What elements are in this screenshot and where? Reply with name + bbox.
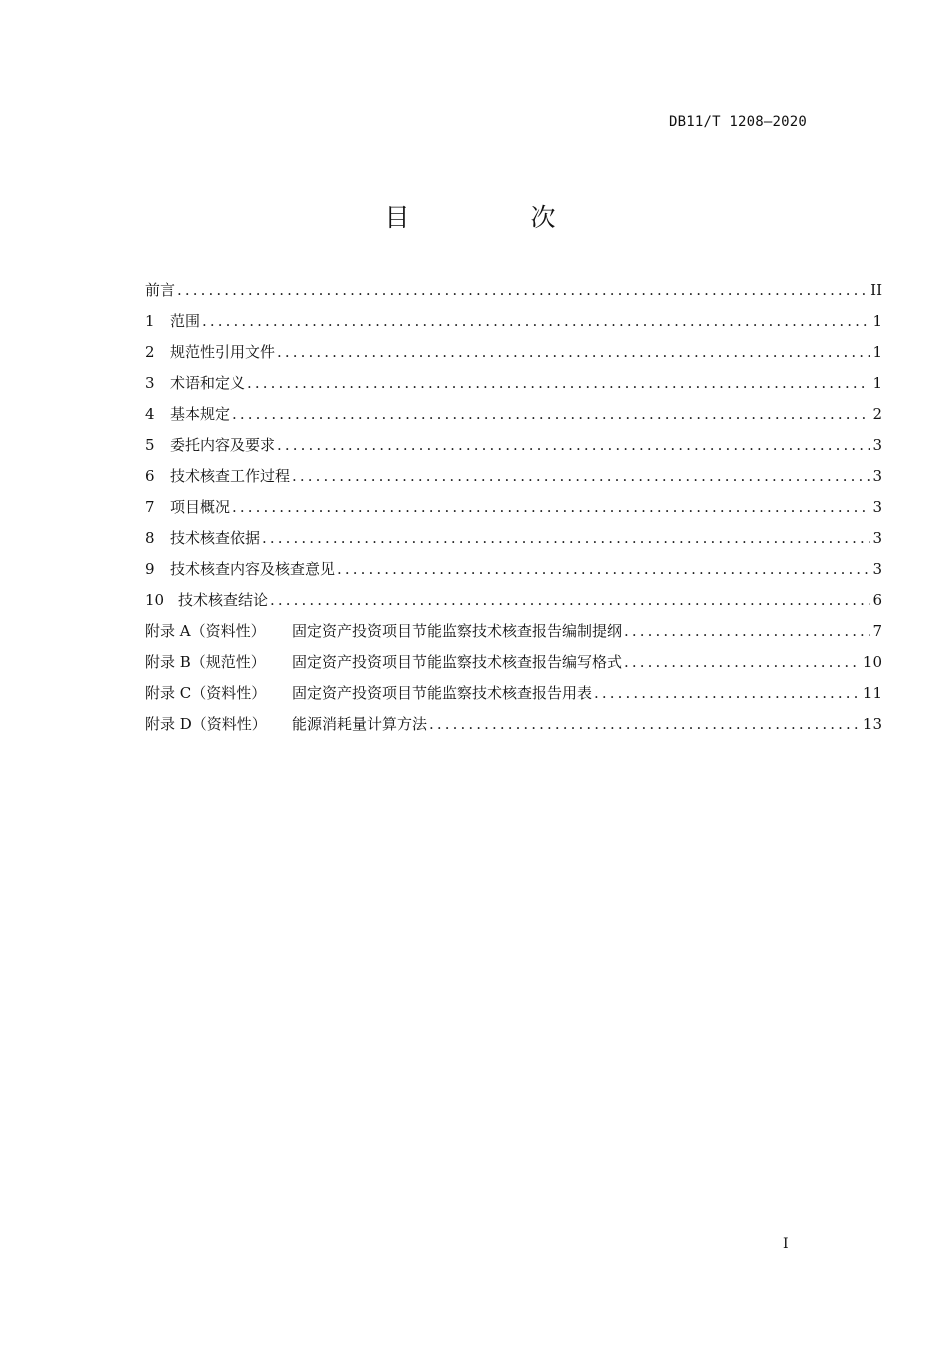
toc-entry[interactable] xyxy=(145,372,882,403)
toc-entry-page: 3 xyxy=(872,498,882,516)
toc-entry-label: 前言 xyxy=(145,281,176,299)
toc-entry-label: 委托内容及要求 xyxy=(170,436,276,454)
toc-entry-page: II xyxy=(870,281,882,299)
toc-entry-leader-dots xyxy=(292,465,870,487)
toc-entry-number: 8 xyxy=(145,529,155,547)
toc-entry-page: 13 xyxy=(862,715,882,733)
toc-entry-leader-dots xyxy=(232,496,870,518)
toc-entry-number: 10 xyxy=(145,591,165,609)
toc-entry-leader-dots xyxy=(202,310,870,332)
toc-entry-label: 固定资产投资项目节能监察技术核查报告编制提纲 xyxy=(292,622,623,640)
toc-entry-leader-dots xyxy=(232,403,870,425)
toc-entry-page: 3 xyxy=(872,436,882,454)
toc-entry-label: 固定资产投资项目节能监察技术核查报告编写格式 xyxy=(292,653,623,671)
toc-entry[interactable] xyxy=(145,527,882,558)
toc-title: 目 次 xyxy=(384,203,604,232)
toc-entry-page: 3 xyxy=(872,467,882,485)
toc-entry[interactable] xyxy=(145,341,882,372)
toc-entry-page: 3 xyxy=(872,560,882,578)
toc-entry-label: 项目概况 xyxy=(170,498,231,516)
toc-entry-label: 固定资产投资项目节能监察技术核查报告用表 xyxy=(292,684,593,702)
toc-entry-leader-dots xyxy=(247,372,870,394)
toc-entry-leader-dots xyxy=(624,620,870,642)
toc-entry-page: 6 xyxy=(872,591,882,609)
toc-entry[interactable] xyxy=(145,279,882,310)
toc-entry-leader-dots xyxy=(429,713,861,735)
toc-entry[interactable] xyxy=(145,434,882,465)
toc-entry-label: 术语和定义 xyxy=(170,374,246,392)
toc-entry-label: 技术核查工作过程 xyxy=(170,467,291,485)
toc-entry-label: 基本规定 xyxy=(170,405,231,423)
toc-entry-leader-dots xyxy=(277,341,870,363)
toc-entry-leader-dots xyxy=(177,279,868,301)
toc-entry[interactable] xyxy=(145,496,882,527)
toc-entry-number: 5 xyxy=(145,436,155,454)
toc-entry-page: 1 xyxy=(872,343,882,361)
toc-entry-page: 10 xyxy=(862,653,882,671)
toc-entry-leader-dots xyxy=(624,651,861,673)
toc-entry[interactable] xyxy=(145,620,882,651)
toc-entry[interactable] xyxy=(145,465,882,496)
toc-entry-label: 能源消耗量计算方法 xyxy=(292,715,428,733)
toc-entry-label: 技术核查内容及核查意见 xyxy=(170,560,336,578)
toc-entry-appendix: 附录 B（规范性） xyxy=(145,653,266,671)
toc-entry-leader-dots xyxy=(594,682,861,704)
toc-entry-number: 6 xyxy=(145,467,155,485)
toc-entry-appendix: 附录 C（资料性） xyxy=(145,684,267,702)
toc-entry-page: 1 xyxy=(872,374,882,392)
toc-entry[interactable] xyxy=(145,558,882,589)
toc-entry-leader-dots xyxy=(277,434,870,456)
toc-entry-label: 技术核查结论 xyxy=(178,591,269,609)
toc-entry-page: 11 xyxy=(862,684,882,702)
toc-entry-number: 2 xyxy=(145,343,155,361)
table-of-contents xyxy=(145,279,882,744)
toc-entry[interactable] xyxy=(145,589,882,620)
toc-entry[interactable] xyxy=(145,310,882,341)
toc-entry[interactable] xyxy=(145,651,882,682)
page-number: I xyxy=(783,1236,789,1252)
toc-entry[interactable] xyxy=(145,682,882,713)
toc-entry-appendix: 附录 D（资料性） xyxy=(145,715,267,733)
toc-entry-label: 范围 xyxy=(170,312,201,330)
toc-entry[interactable] xyxy=(145,713,882,744)
toc-entry-leader-dots xyxy=(270,589,870,611)
toc-entry-number: 7 xyxy=(145,498,155,516)
toc-entry-page: 2 xyxy=(872,405,882,423)
toc-entry-page: 3 xyxy=(872,529,882,547)
toc-entry-number: 4 xyxy=(145,405,155,423)
toc-entry-number: 1 xyxy=(145,312,155,330)
toc-entry-leader-dots xyxy=(337,558,870,580)
document-code: DB11/T 1208—2020 xyxy=(668,114,807,130)
toc-entry-page: 1 xyxy=(872,312,882,330)
toc-entry-page: 7 xyxy=(872,622,882,640)
toc-entry-leader-dots xyxy=(262,527,870,549)
toc-entry[interactable] xyxy=(145,403,882,434)
toc-entry-number: 9 xyxy=(145,560,155,578)
toc-entry-label: 规范性引用文件 xyxy=(170,343,276,361)
toc-entry-label: 技术核查依据 xyxy=(170,529,261,547)
toc-entry-appendix: 附录 A（资料性） xyxy=(145,622,266,640)
toc-entry-number: 3 xyxy=(145,374,155,392)
